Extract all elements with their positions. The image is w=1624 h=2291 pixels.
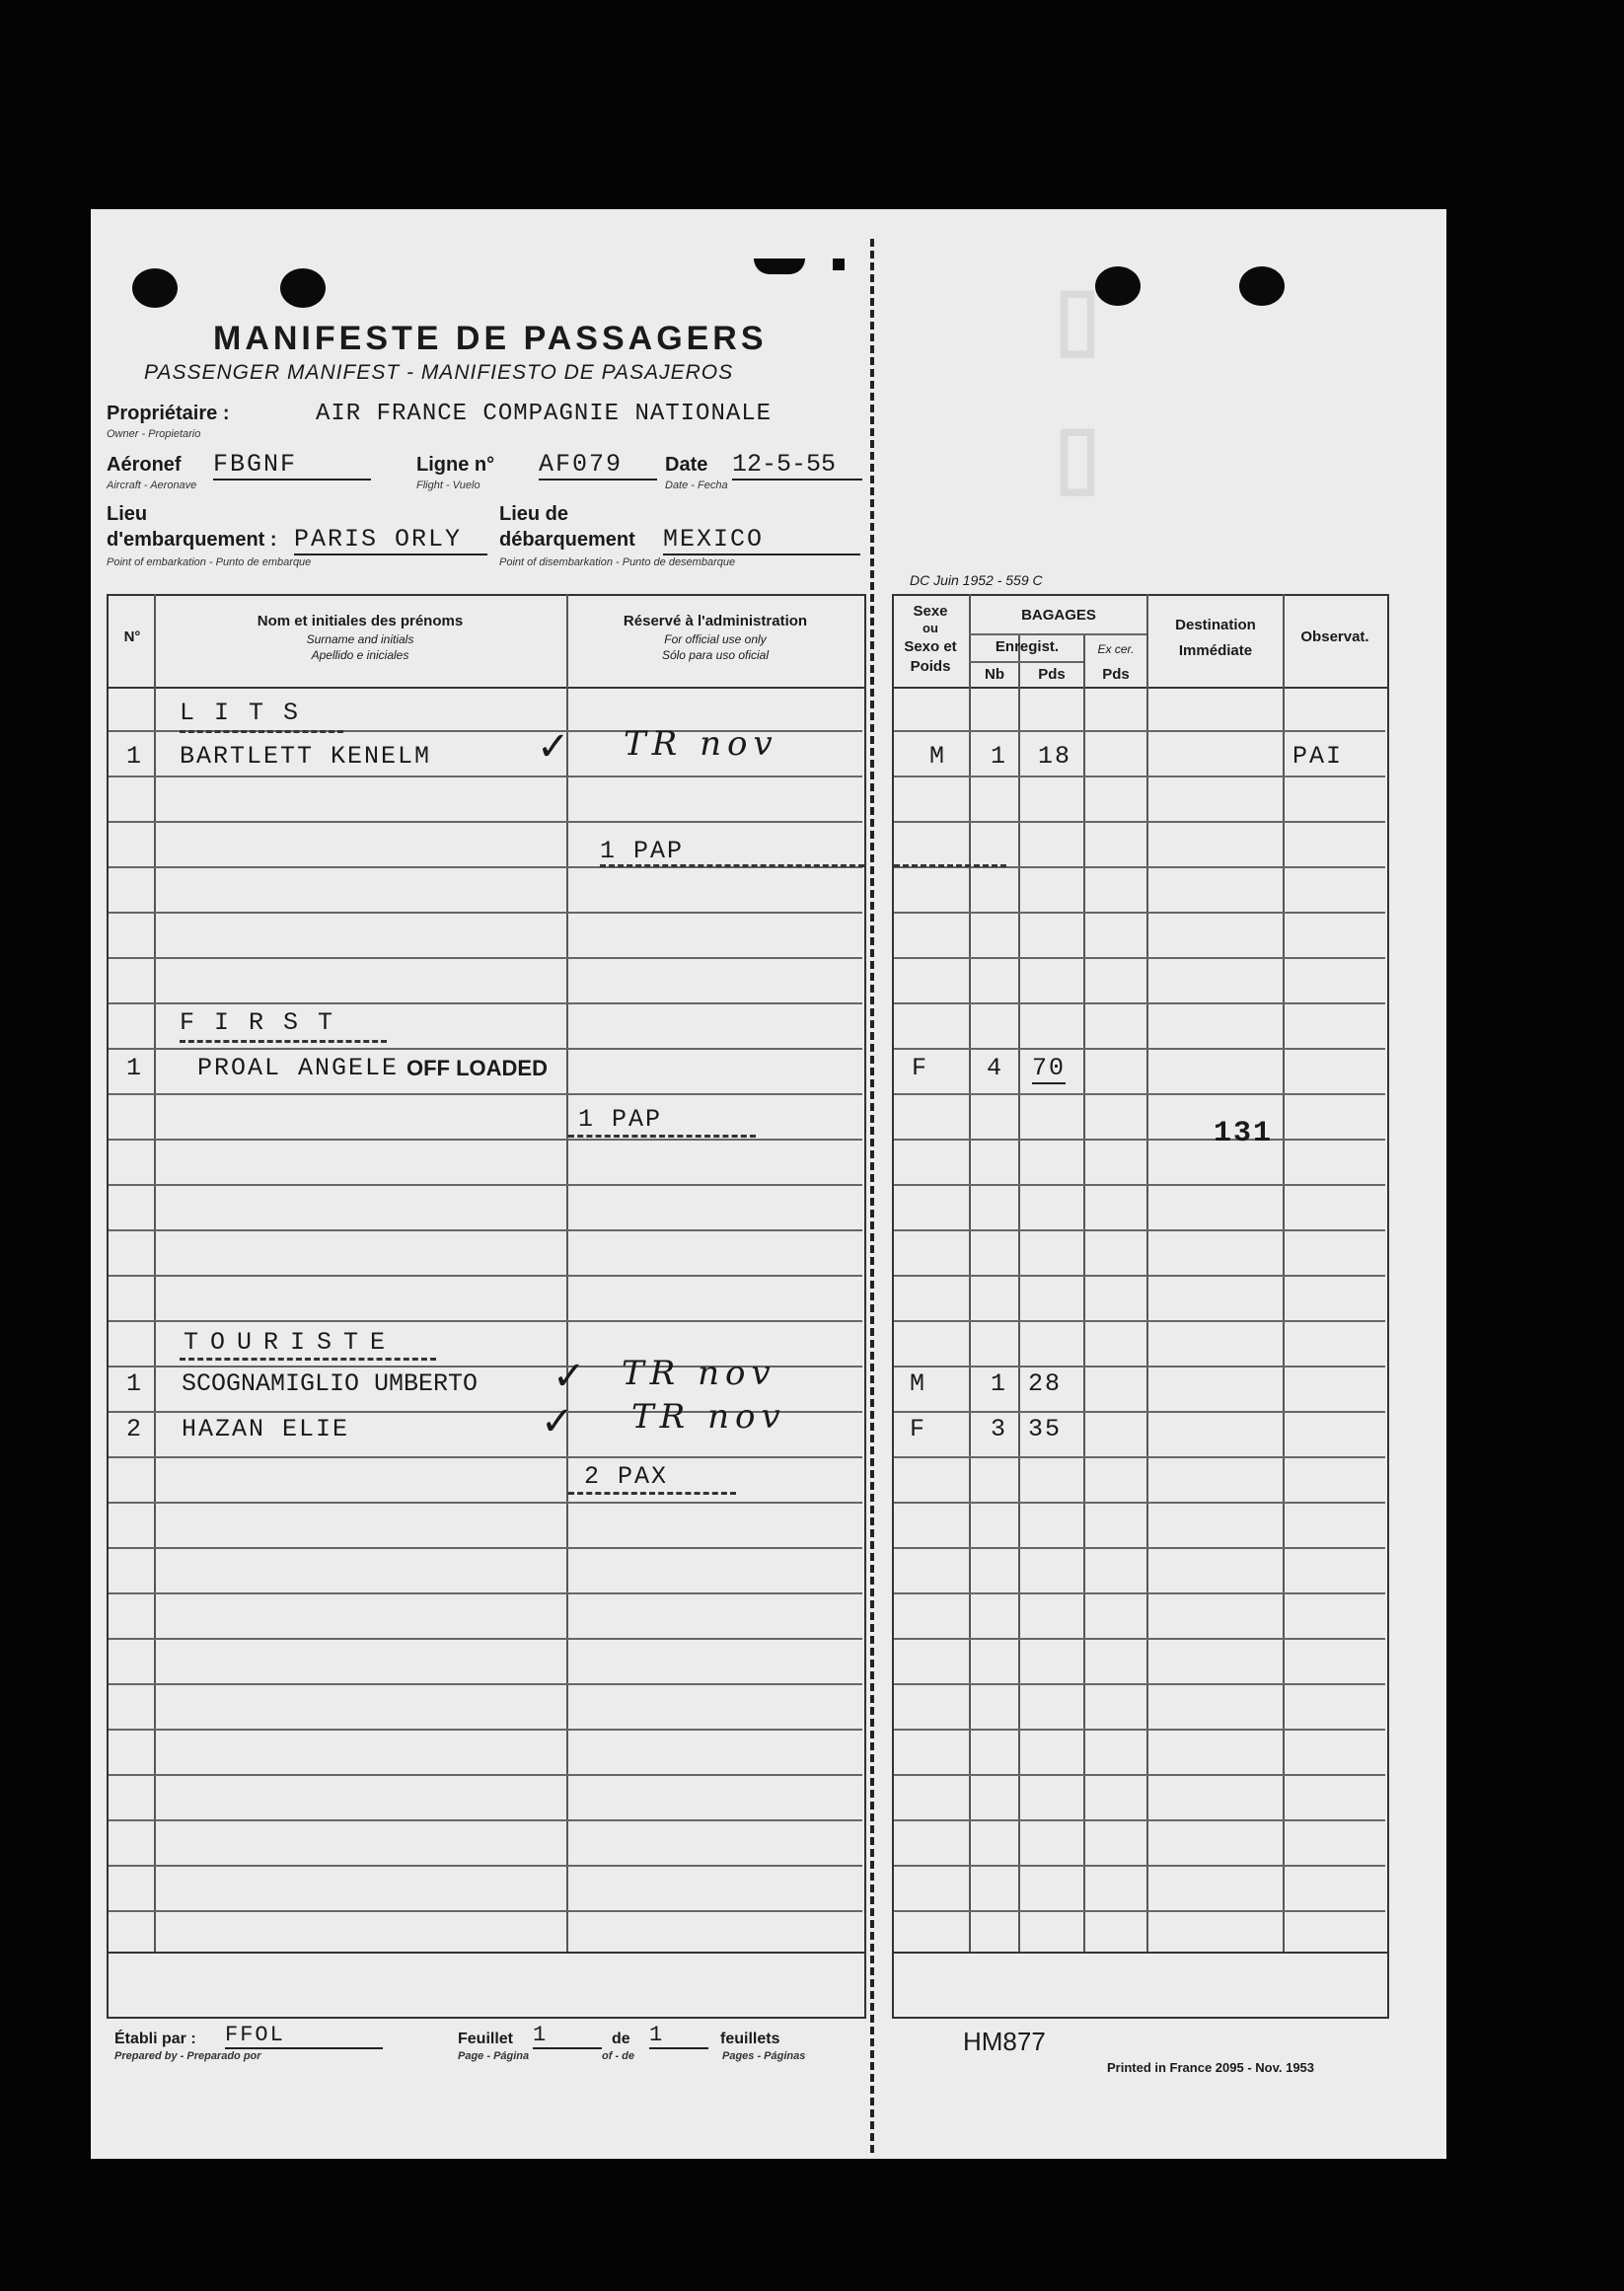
document-subtitle: PASSENGER MANIFEST - MANIFIESTO DE PASAJEROS — [144, 361, 734, 384]
section-underline-lits — [180, 730, 343, 733]
punch-hole-1 — [132, 268, 178, 308]
section-underline-touriste — [180, 1358, 436, 1361]
table-frame-left — [107, 594, 866, 2019]
count-underline-lits — [600, 864, 864, 867]
passenger-name: HAZAN ELIE — [182, 1415, 350, 1443]
baggage-nb: 1 — [991, 742, 1008, 771]
baggage-nb: 3 — [991, 1415, 1008, 1443]
flight-sub: Flight - Vuelo — [416, 480, 480, 491]
count-underline-first — [568, 1135, 756, 1138]
disembark-label-1: Lieu de — [499, 503, 569, 525]
row-rule — [894, 912, 1385, 914]
row-rule — [894, 1139, 1385, 1141]
bagages-divider — [969, 633, 1146, 635]
row-rule — [109, 1320, 862, 1322]
prepared-value: FFOL — [225, 2023, 383, 2049]
date-sub: Date - Fecha — [665, 480, 728, 491]
date-value: 12-5-55 — [732, 450, 862, 480]
count-underline-lits-right — [894, 864, 1006, 867]
row-rule — [109, 1638, 862, 1640]
faded-watermark: ▯ ▯ — [1030, 268, 1125, 513]
offloaded-stamp: OFF LOADED — [406, 1056, 548, 1080]
row-rule — [894, 1320, 1385, 1322]
col-header-name: Nom et initiales des prénoms — [257, 613, 464, 629]
sheet-sub: Page - Página — [458, 2050, 530, 2062]
row-rule — [894, 821, 1385, 823]
row-rule — [894, 1683, 1385, 1685]
col-header-exc-pds: Pds — [1102, 666, 1130, 683]
passenger-no: 1 — [126, 742, 144, 771]
baggage-nb: 4 — [987, 1054, 1004, 1082]
passenger-no: 1 — [126, 1054, 144, 1082]
row-rule — [894, 1002, 1385, 1004]
check-mark: ✓ — [541, 1399, 574, 1444]
destination-note: 131 — [1214, 1117, 1274, 1150]
section-count-lits: 1 PAP — [600, 837, 685, 865]
passenger-name: SCOGNAMIGLIO UMBERTO — [182, 1369, 479, 1398]
disembark-value: MEXICO — [663, 525, 860, 555]
pages-sub: Pages - Páginas — [722, 2050, 806, 2062]
document-title: MANIFESTE DE PASSAGERS — [213, 320, 768, 357]
punch-hole-4 — [1239, 266, 1285, 306]
check-mark: ✓ — [553, 1354, 586, 1399]
row-rule — [109, 1002, 862, 1004]
baggage-nb: 1 — [991, 1369, 1008, 1398]
row-rule — [894, 1729, 1385, 1731]
ink-blot-small — [833, 259, 845, 270]
row-rule — [109, 1547, 862, 1549]
baggage-pds: 28 — [1028, 1369, 1063, 1398]
pages-label: feuillets — [720, 2031, 780, 2047]
of-label: de — [612, 2031, 630, 2047]
col-header-destination-2: Immédiate — [1178, 642, 1253, 659]
perforation-line — [870, 239, 874, 2153]
admin-note: TR nov — [622, 1354, 776, 1393]
row-rule — [109, 1275, 862, 1277]
header-divider-left — [107, 687, 864, 689]
prepared-label: Établi par : — [114, 2031, 196, 2047]
col-header-name-es: Apellido e iniciales — [311, 648, 409, 662]
col-header-bagages: BAGAGES — [1021, 607, 1096, 624]
embark-label-2: d'embarquement : — [107, 529, 277, 551]
passenger-sex: F — [910, 1415, 927, 1443]
nb-divider — [969, 661, 1083, 663]
section-title-first: FIRST — [180, 1008, 353, 1037]
passenger-name: PROAL ANGELE — [197, 1054, 400, 1082]
punch-hole-2 — [280, 268, 326, 308]
col-header-observ: Observat. — [1300, 628, 1369, 645]
passenger-sex: M — [929, 742, 947, 771]
row-rule — [894, 1229, 1385, 1231]
row-rule — [894, 1592, 1385, 1594]
row-rule — [109, 1774, 862, 1776]
row-rule — [109, 1729, 862, 1731]
row-rule — [894, 1819, 1385, 1821]
row-rule — [109, 821, 862, 823]
row-rule — [894, 776, 1385, 777]
col-line-5 — [1083, 633, 1085, 1952]
col-header-destination-1: Destination — [1175, 617, 1256, 633]
ink-blot — [754, 259, 805, 274]
date-label: Date — [665, 454, 708, 476]
reference-code: HM877 — [963, 2027, 1046, 2056]
row-rule — [894, 1638, 1385, 1640]
col-header-nb: Nb — [985, 666, 1004, 683]
flight-value: AF079 — [539, 450, 657, 480]
owner-label: Propriétaire : — [107, 403, 230, 424]
flight-label: Ligne n° — [416, 454, 495, 476]
row-rule — [894, 1910, 1385, 1912]
col-header-no: N° — [123, 628, 141, 645]
row-rule — [109, 1865, 862, 1867]
passenger-sex: F — [912, 1054, 929, 1082]
col-header-pds: Pds — [1038, 666, 1066, 683]
manifest-sheet — [91, 209, 1446, 2159]
col-line-1 — [154, 594, 156, 1952]
col-header-enregist: Enregist. — [995, 638, 1060, 655]
printer-note: Printed in France 2095 - Nov. 1953 — [1107, 2060, 1315, 2075]
embark-label-1: Lieu — [107, 503, 148, 525]
row-rule — [109, 1229, 862, 1231]
row-rule — [894, 1547, 1385, 1549]
check-mark: ✓ — [537, 724, 570, 770]
owner-sub: Owner - Propietario — [107, 428, 201, 440]
row-rule — [109, 1910, 862, 1912]
sheet-label: Feuillet — [458, 2031, 514, 2047]
disembark-label-2: débarquement — [499, 529, 635, 551]
aircraft-sub: Aircraft - Aeronave — [107, 480, 197, 491]
row-rule — [894, 1865, 1385, 1867]
col-header-admin-en: For official use only — [664, 632, 767, 646]
row-rule — [109, 1139, 862, 1141]
admin-note: TR nov — [631, 1397, 786, 1437]
row-rule — [109, 1819, 862, 1821]
row-rule — [109, 912, 862, 914]
row-rule — [109, 1184, 862, 1186]
admin-note: TR nov — [624, 724, 778, 764]
row-rule — [894, 1184, 1385, 1186]
row-rule — [894, 730, 1385, 732]
passenger-no: 1 — [126, 1369, 144, 1398]
footer-divider-right — [892, 1952, 1387, 1954]
aircraft-label: Aéronef — [107, 454, 182, 476]
row-rule — [894, 1048, 1385, 1050]
col-line-3 — [969, 594, 971, 1952]
section-title-lits: LITS — [180, 699, 319, 727]
observation: PAI — [1292, 742, 1344, 771]
sheet-value: 1 — [533, 2023, 602, 2049]
col-header-sex-2: ou — [923, 621, 938, 635]
section-underline-first — [180, 1040, 387, 1043]
row-rule — [109, 1093, 862, 1095]
col-header-admin-es: Sólo para uso oficial — [661, 648, 770, 662]
prepared-sub: Prepared by - Preparado por — [114, 2050, 261, 2062]
row-rule — [109, 957, 862, 959]
passenger-no: 2 — [126, 1415, 144, 1443]
table-frame-right — [892, 594, 1389, 2019]
form-code: DC Juin 1952 - 559 C — [910, 572, 1043, 588]
row-rule — [894, 1774, 1385, 1776]
baggage-pds: 35 — [1028, 1415, 1063, 1443]
baggage-pds: 18 — [1038, 742, 1072, 771]
row-rule — [894, 1502, 1385, 1504]
row-rule — [894, 1366, 1385, 1367]
row-rule — [109, 1683, 862, 1685]
col-line-4 — [1018, 633, 1020, 1952]
col-header-sex-3: Sexo et — [904, 638, 957, 655]
row-rule — [109, 1592, 862, 1594]
aircraft-value: FBGNF — [213, 450, 371, 480]
passenger-sex: M — [910, 1369, 927, 1398]
row-rule — [109, 1048, 862, 1050]
row-rule — [894, 1275, 1385, 1277]
passenger-name: BARTLETT KENELM — [180, 742, 432, 771]
col-line-6 — [1146, 594, 1148, 1952]
section-count-first: 1 PAP — [578, 1105, 663, 1134]
count-underline-touriste — [568, 1492, 736, 1495]
owner-value: AIR FRANCE COMPAGNIE NATIONALE — [316, 401, 773, 427]
row-rule — [109, 776, 862, 777]
col-line-7 — [1283, 594, 1285, 1952]
embark-value: PARIS ORLY — [294, 525, 487, 555]
row-rule — [109, 1502, 862, 1504]
row-rule — [894, 1456, 1385, 1458]
col-line-2 — [566, 594, 568, 1952]
row-rule — [894, 1411, 1385, 1413]
embark-sub: Point of embarkation - Punto de embarque — [107, 556, 312, 568]
header-divider-right — [892, 687, 1387, 689]
of-sub: of - de — [602, 2050, 634, 2062]
disembark-sub: Point of disembarkation - Punto de desembarque — [499, 556, 736, 568]
row-rule — [894, 1093, 1385, 1095]
col-header-name-en: Surname and initials — [306, 632, 414, 646]
row-rule — [894, 957, 1385, 959]
col-header-admin: Réservé à l'administration — [623, 613, 808, 629]
footer-divider-left — [107, 1952, 864, 1954]
row-rule — [109, 1456, 862, 1458]
section-count-touriste: 2 PAX — [584, 1462, 669, 1491]
col-header-exc: Ex cer. — [1097, 642, 1135, 656]
col-header-sex-4: Poids — [910, 658, 951, 675]
section-title-touriste: TOURISTE — [184, 1328, 398, 1357]
col-header-sex-1: Sexe — [913, 603, 948, 620]
of-value: 1 — [649, 2023, 708, 2049]
baggage-pds: 70 — [1032, 1054, 1067, 1082]
